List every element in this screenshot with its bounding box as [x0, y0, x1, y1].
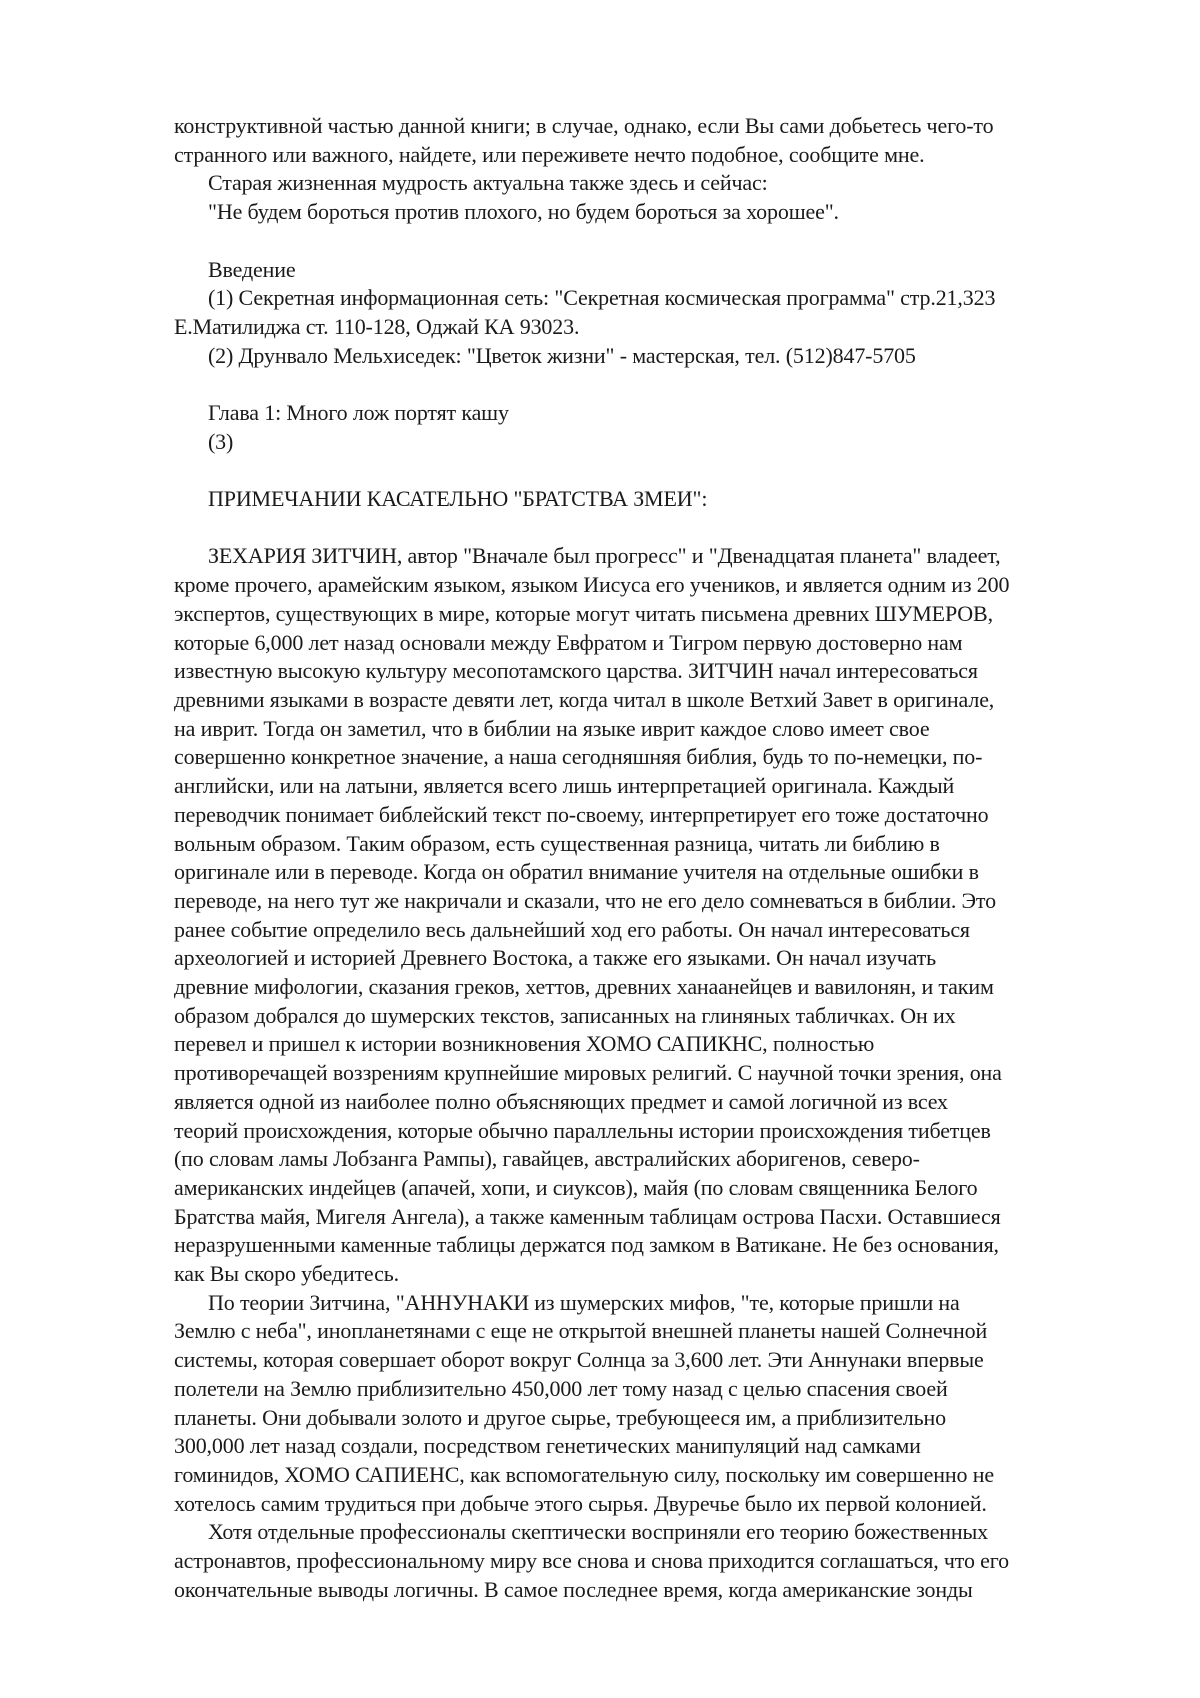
- text-line: экспертов, существующих в мире, которые могут читать письмена древних ШУМЕРОВ,: [174, 600, 993, 626]
- text-line: на иврит. Тогда он заметил, что в библии на языке иврит каждое слово имеет свое: [174, 715, 930, 741]
- text-line: переводе, на него тут же накричали и сказали, что не его дело сомневаться в библии. Это: [174, 887, 996, 913]
- text-line: конструктивной частью данной книги; в случае, однако, если Вы сами добьетесь чего-то: [174, 113, 994, 138]
- text-line: 300,000 лет назад создали, посредством генетических манипуляций над самками: [174, 1433, 921, 1459]
- text-line: перевел и пришел к истории возникновения ХОМО САПИКНС, полностью: [174, 1031, 875, 1057]
- text-line: совершенно конкретное значение, а наша сегодняшняя библия, будь то по-немецки, по-: [174, 744, 983, 770]
- text-line: Е.Матилиджа ст. 110-128, Оджай КА 93023.: [174, 313, 580, 339]
- text-line: Братства майя, Мигеля Ангела), а также каменным таблицам острова Пасхи. Оставшиеся: [174, 1203, 1001, 1229]
- text-line: которые 6,000 лет назад основали между Евфратом и Тигром первую достоверно нам: [174, 629, 963, 655]
- text-line: "Не будем бороться против плохого, но будем бороться за хорошее".: [208, 199, 839, 225]
- text-line: английски, или на латыни, является всего лишь интерпретацией оригинала. Каждый: [174, 773, 955, 799]
- text-line: образом добрался до шумерских текстов, записанных на глиняных табличках. Он их: [174, 1002, 956, 1028]
- text-line: археологией и историей Древнего Востока, а также его языками. Он начал изучать: [174, 945, 937, 971]
- text-line: противоречащей воззрениям крупнейшие мировых религий. С научной точки зрения, она: [174, 1060, 1002, 1086]
- text-line: Хотя отдельные профессионалы скептически восприняли его теорию божественных: [208, 1519, 988, 1545]
- text-line: По теории Зитчина, "АННУНАКИ из шумерских мифов, "те, которые пришли на: [208, 1289, 960, 1315]
- text-line: (по словам ламы Лобзанга Рампы), гавайцев, австралийских аборигенов, северо-: [174, 1146, 920, 1172]
- text-line: неразрушенными каменные таблицы держатся под замком в Ватикане. Не без основания,: [174, 1232, 999, 1258]
- text-line: Глава 1: Много лож портят кашу: [208, 400, 509, 425]
- text-line: теорий происхождения, которые обычно параллельны истории происхождения тибетцев: [174, 1117, 991, 1143]
- text-line: гоминидов, ХОМО САПИЕНС, как вспомогательную силу, поскольку им совершенно не: [174, 1461, 994, 1487]
- text-line: переводчик понимает библейский текст по-своему, интерпретирует его тоже достаточно: [174, 801, 989, 827]
- text-line: является одной из наиболее полно объясняющих предмет и самой логичной из всех: [174, 1088, 948, 1114]
- text-line: хотелось самим трудиться при добыче этого сырья. Двуречье было их первой колонией.: [174, 1490, 987, 1516]
- text-line: Землю с неба", инопланетянами с еще не открытой внешней планеты нашей Солнечной: [174, 1318, 988, 1344]
- text-line: ПРИМЕЧАНИИ КАСАТЕЛЬНО "БРАТСТВА ЗМЕИ":: [208, 486, 708, 512]
- text-line: (2) Друнвало Мельхиседек: "Цветок жизни" - мастерская, тел. (512)847-5705: [208, 342, 916, 368]
- blank-line: [174, 227, 1124, 256]
- text-line: древними языками в возрасте девяти лет, когда читал в школе Ветхий Завет в оригинале,: [174, 687, 995, 712]
- text-line: известную высокую культуру месопотамского царства. ЗИТЧИН начал интересоваться: [174, 658, 978, 684]
- blank-line: [174, 370, 1124, 399]
- text-line: Введение: [208, 256, 296, 282]
- blank-line: [174, 514, 1124, 543]
- text-line: древние мифологии, сказания греков, хеттов, древних ханаанейцев и вавилонян, и таким: [174, 974, 994, 1000]
- text-line: странного или важного, найдете, или переживете нечто подобное, сообщите мне.: [174, 141, 925, 167]
- text-line: вольным образом. Таким образом, есть существенная разница, читать ли библию в: [174, 830, 940, 856]
- text-line: Старая жизненная мудрость актуальна также здесь и сейчас:: [208, 170, 768, 196]
- text-line: ЗЕХАРИЯ ЗИТЧИН, автор "Вначале был прогресс" и "Двенадцатая планета" владеет,: [208, 543, 1001, 569]
- blank-line: [174, 456, 1124, 485]
- text-line: ранее событие определило весь дальнейший ход его работы. Он начал интересоваться: [174, 916, 970, 942]
- text-line: (3): [208, 428, 234, 454]
- text-line: системы, которая совершает оборот вокруг Солнца за 3,600 лет. Эти Аннунаки впервые: [174, 1347, 984, 1373]
- text-line: (1) Секретная информационная сеть: "Секретная космическая программа" стр.21,323: [208, 285, 996, 311]
- text-line: астронавтов, профессиональному миру все снова и снова приходится соглашаться, что его: [174, 1548, 1009, 1574]
- text-line: окончательные выводы логичны. В самое последнее время, когда американские зонды: [174, 1576, 973, 1602]
- text-line: полетели на Землю приблизительно 450,000 лет тому назад с целью спасения своей: [174, 1375, 948, 1401]
- text-line: планеты. Они добывали золото и другое сырье, требующееся им, а приблизительно: [174, 1404, 946, 1430]
- text-line: оригинале или в переводе. Когда он обратил внимание учителя на отдельные ошибки в: [174, 859, 979, 885]
- text-line: кроме прочего, арамейским языком, языком Иисуса его учеников, и является одним из 200: [174, 572, 1010, 598]
- document-page: [174, 112, 1124, 1605]
- text-line: американских индейцев (апачей, хопи, и сиуксов), майя (по словам священника Белого: [174, 1174, 978, 1200]
- text-line: как Вы скоро убедитесь.: [174, 1261, 399, 1287]
